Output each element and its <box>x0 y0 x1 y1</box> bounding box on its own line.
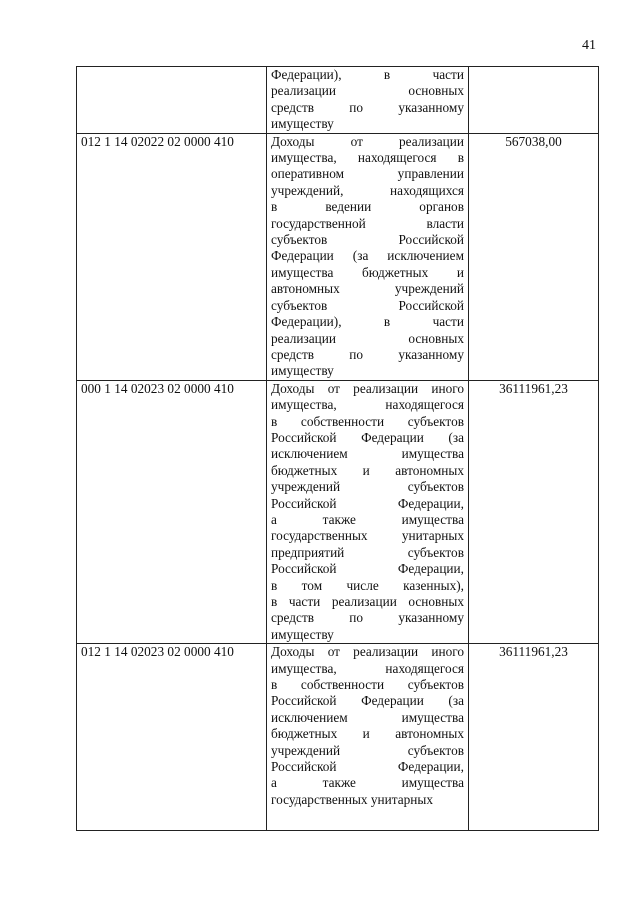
description-line: Федерации), в части <box>271 67 464 82</box>
description-line: Федерации), в части <box>271 314 464 330</box>
description-line: субъектов Российской <box>271 232 464 248</box>
budget-revenue-table <box>76 66 599 831</box>
description-line: предприятий субъектов <box>271 544 464 560</box>
description-line: Российской Федерации, <box>271 759 464 775</box>
description-line: в том числе казенных), <box>271 577 464 593</box>
description-line: а также имущества <box>271 775 464 791</box>
description-line: Российской Федерации (за <box>271 693 464 709</box>
description-line: исключением имущества <box>271 446 464 462</box>
revenue-description-cell <box>267 67 469 134</box>
page-number: 41 <box>582 38 596 53</box>
table-row <box>77 133 599 380</box>
description-line: учреждений субъектов <box>271 742 464 758</box>
description-line: государственных унитарных <box>271 528 464 544</box>
description-line: в части реализации основных <box>271 594 464 609</box>
description-line: реализации основных <box>271 83 464 99</box>
table-row <box>77 644 599 831</box>
description-line: бюджетных и автономных <box>271 726 464 742</box>
revenue-code-cell: 012 1 14 02022 02 0000 410 <box>77 133 267 380</box>
revenue-description-cell <box>267 644 469 831</box>
amount-cell: 567038,00 <box>469 133 599 380</box>
table-row <box>77 67 599 134</box>
revenue-description-cell <box>267 133 469 380</box>
description-line: имущества, находящегося в <box>271 150 464 166</box>
description-line: оперативном управлении <box>271 166 464 182</box>
description-line: Российской Федерации, <box>271 561 464 577</box>
description-line: Доходы от реализации <box>271 133 464 149</box>
amount-cell: 36111961,23 <box>469 644 599 831</box>
description-line: учреждений, находящихся <box>271 182 464 198</box>
description-line: Российской Федерации, <box>271 495 464 511</box>
description-line: субъектов Российской <box>271 297 464 313</box>
revenue-description-cell <box>267 380 469 644</box>
description-line: Федерации (за исключением <box>271 248 464 264</box>
revenue-code-cell: 000 1 14 02023 02 0000 410 <box>77 380 267 644</box>
revenue-code-cell <box>77 67 267 134</box>
description-line: имуществу <box>271 363 334 379</box>
description-line: Доходы от реализации иного <box>271 644 464 660</box>
description-line: имущества, находящегося <box>271 397 464 413</box>
description-line: бюджетных и автономных <box>271 462 464 478</box>
description-line: автономных учреждений <box>271 281 464 297</box>
description-line: имуществу <box>271 116 334 132</box>
description-line: государственных унитарных <box>271 791 434 807</box>
description-line: средств по указанному <box>271 610 464 626</box>
description-line: реализации основных <box>271 330 464 346</box>
description-line: Российской Федерации (за <box>271 429 464 445</box>
amount-cell <box>469 67 599 134</box>
description-line: в собственности субъектов <box>271 677 464 693</box>
table-body <box>77 67 599 831</box>
description-line: средств по указанному <box>271 346 464 362</box>
amount-cell: 36111961,23 <box>469 380 599 644</box>
description-line: исключением имущества <box>271 709 464 725</box>
description-line: в собственности субъектов <box>271 413 464 429</box>
description-line: учреждений субъектов <box>271 479 464 495</box>
table-row <box>77 380 599 644</box>
description-line: имущества, находящегося <box>271 660 464 676</box>
revenue-code-cell: 012 1 14 02023 02 0000 410 <box>77 644 267 831</box>
description-line: государственной власти <box>271 215 464 231</box>
description-line: имуществу <box>271 626 334 642</box>
description-line: имущества бюджетных и <box>271 264 464 280</box>
description-line: средств по указанному <box>271 99 464 115</box>
description-line: в ведении органов <box>271 199 464 215</box>
description-line: Доходы от реализации иного <box>271 380 464 396</box>
description-line: а также имущества <box>271 511 464 527</box>
